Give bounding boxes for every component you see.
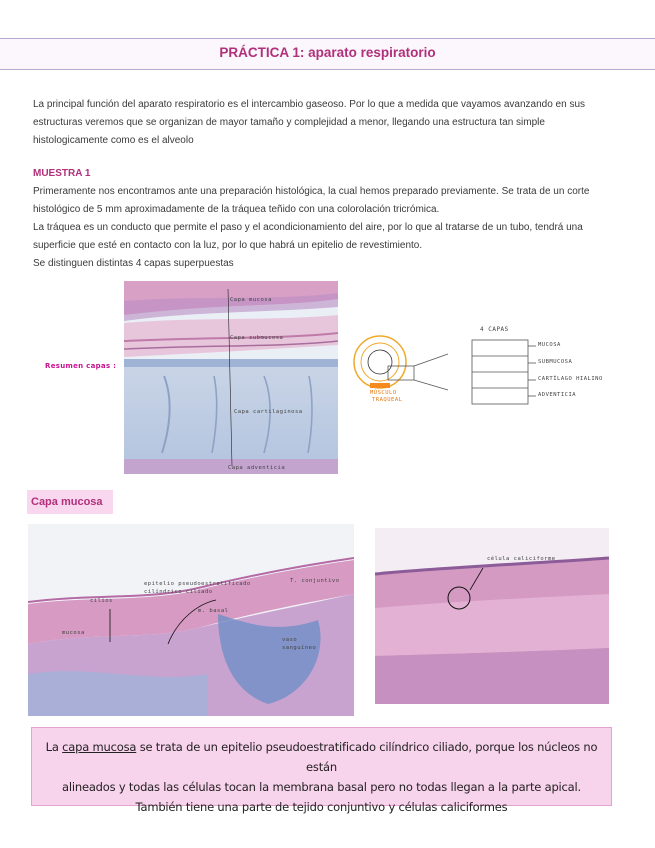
summary-box [31, 727, 612, 814]
label-membrana-basal: m. basal [198, 608, 229, 614]
label-capa-submucosa: Capa submucosa [230, 335, 284, 341]
diagram-layer-submucosa: SUBMUCOSA [538, 359, 573, 365]
muestra-line: La tráquea es un conducto que permite el paso y el acondicionamiento del aire, por lo que al tratarse de un tubo, tendrá una [33, 222, 583, 233]
title-band [0, 38, 655, 70]
muestra-heading: MUESTRA 1 [33, 168, 91, 179]
summary-line3: También tiene una parte de tejido conjuntivo y células caliciformes [135, 800, 508, 814]
summary-text [32, 728, 611, 817]
intro-line: La principal función del aparato respiratorio es el intercambio gaseoso. Por lo que a medida que vayamos avanzando en sus [33, 99, 586, 110]
label-capa-adventicia: Capa adventicia [228, 465, 286, 471]
diagram-layer-adventicia: ADVENTICIA [538, 392, 577, 398]
trachea-micrograph [124, 281, 338, 474]
trachea-sketch [344, 320, 624, 420]
layers-diagram [344, 320, 624, 420]
label-capa-cartilaginosa: Capa cartilaginosa [234, 409, 303, 415]
diagram-muscle-label-2: TRAQUEAL [372, 397, 403, 403]
label-conjuntivo: T. conjuntivo [290, 578, 340, 584]
diagram-layer-mucosa: MUCOSA [538, 342, 561, 348]
diagram-title: 4 CAPAS [480, 326, 509, 333]
diagram-layer-cartilago: CARTÍLAGO HIALINO [538, 376, 603, 382]
muestra-line: histológico de 5 mm aproximadamente de la tráquea teñido con una colorolación tricrómica. [33, 204, 440, 215]
caliciforme-micrograph [375, 528, 609, 704]
muestra-line: Se distinguen distintas 4 capas superpuestas [33, 258, 234, 269]
capa-mucosa-tag-text: Capa mucosa [31, 496, 103, 508]
label-vaso-sanguineo: vaso sanguíneo [282, 637, 317, 651]
intro-paragraph [33, 96, 623, 150]
muestra-line: superficie que esté en contacto con la luz, por lo que habrá un epitelio de revestimiento. [33, 240, 423, 251]
label-epitelio: epitelio pseudoestratificado cilíndrico ciliado [144, 581, 251, 595]
summary-underlined: capa mucosa [62, 740, 137, 754]
label-capa-mucosa: Capa mucosa [230, 297, 272, 303]
label-celula-caliciforme: célula caliciforme [487, 556, 556, 562]
intro-line: histologicamente como es el alveolo [33, 135, 194, 146]
summary-line1: se trata de un epitelio pseudoestratificado cilíndrico ciliado, porque los núcleos no están [136, 740, 598, 774]
resumen-label: Resumen capas : [45, 362, 117, 370]
muestra-paragraph [33, 183, 633, 273]
label-cilios: cilios [90, 598, 113, 604]
diagram-muscle-label: MÚSCULO [370, 390, 397, 396]
page-title: PRÁCTICA 1: aparato respiratorio [219, 45, 436, 60]
muestra-line: Primeramente nos encontramos ante una preparación histológica, la cual hemos preparado previamente. Se trata de un corte [33, 186, 590, 197]
capa-mucosa-tag [27, 490, 113, 514]
summary-line2: alineados y todas las células tocan la membrana basal pero no todas llegan a la parte apical. [62, 780, 581, 794]
mucosa-micrograph [28, 524, 354, 716]
summary-prefix: La [45, 740, 63, 754]
label-mucosa: mucosa [62, 630, 85, 636]
intro-line: estructuras veremos que se organizan de mayor tamaño y complejidad a menor, llegando una estructura tan simple [33, 117, 545, 128]
